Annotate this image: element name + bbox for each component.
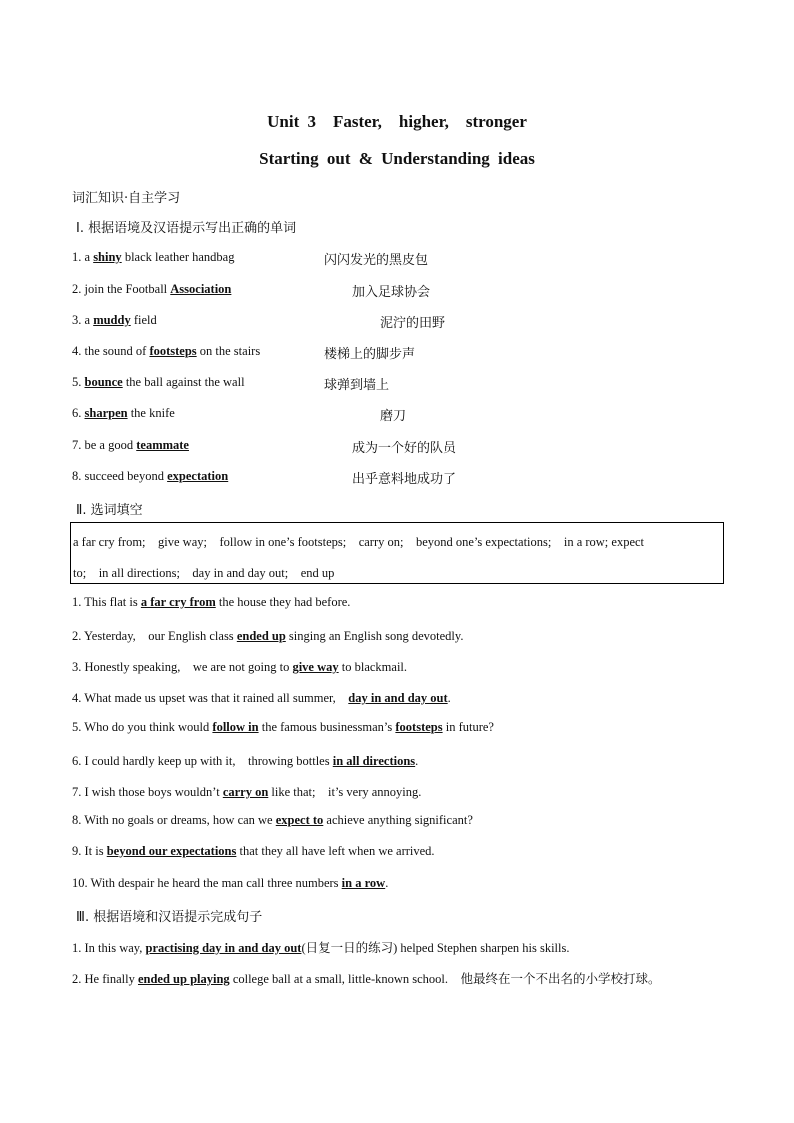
part2-item: 5. Who do you think would follow in the famous businessman’s footsteps in future? — [72, 720, 494, 734]
part1-item-translation: 成为一个好的队员 — [352, 441, 457, 456]
answer: expect to — [275, 813, 324, 827]
part1-item: 5. bounce the ball against the wall — [72, 375, 245, 389]
part1-item: 6. sharpen the knife — [72, 406, 175, 420]
answer: follow in — [212, 720, 259, 734]
word-bank-box — [70, 522, 724, 584]
answer: Association — [170, 282, 232, 296]
word-bank-line: to; in all directions; day in and day out; end up — [73, 566, 335, 580]
part3-item: 2. He finally ended up playing college ball at a small, little-known school. 他最终在一个不出名的小学校打球。 — [72, 972, 661, 986]
part2-item: 9. It is beyond our expectations that they all have left when we arrived. — [72, 844, 435, 858]
answer: shiny — [93, 250, 122, 264]
part2-item: 4. What made us upset was that it rained all summer, day in and day out. — [72, 691, 451, 705]
answer: teammate — [136, 438, 189, 452]
part1-item-translation: 球弹到墙上 — [324, 378, 390, 393]
answer: bounce — [84, 375, 123, 389]
part2-item: 1. This flat is a far cry from the house they had before. — [72, 595, 351, 609]
part2-heading: Ⅱ. 选词填空 — [76, 503, 143, 518]
part3-heading: Ⅲ. 根据语境和汉语提示完成句子 — [76, 910, 263, 925]
page-title: Unit 3 Faster, higher, stronger — [267, 112, 527, 131]
answer: sharpen — [84, 406, 128, 420]
answer: footsteps — [395, 720, 443, 734]
part1-item: 3. a muddy field — [72, 313, 157, 327]
part1-item: 7. be a good teammate — [72, 438, 189, 452]
part2-item: 3. Honestly speaking, we are not going to give way to blackmail. — [72, 660, 408, 674]
part2-item: 10. With despair he heard the man call three numbers in a row. — [72, 876, 389, 890]
page-subtitle: Starting out & Understanding ideas — [259, 149, 535, 168]
answer: in all directions — [332, 754, 416, 768]
answer: ended up playing — [137, 972, 230, 986]
part1-item: 4. the sound of footsteps on the stairs — [72, 344, 261, 358]
part1-item-translation: 出乎意料地成功了 — [352, 472, 457, 487]
answer: practising day in and day out — [145, 941, 302, 955]
part2-item: 7. I wish those boys wouldn’t carry on like that; it’s very annoying. — [72, 785, 422, 799]
part2-item: 6. I could hardly keep up with it, throwing bottles in all directions. — [72, 754, 419, 768]
part1-item: 1. a shiny black leather handbag — [72, 250, 235, 264]
answer: a far cry from — [140, 595, 216, 609]
part1-item-translation: 泥泞的田野 — [380, 316, 446, 331]
answer: beyond our expectations — [106, 844, 237, 858]
part1-item: 2. join the Football Association — [72, 282, 232, 296]
part2-item: 8. With no goals or dreams, how can we expect to achieve anything significant? — [72, 813, 473, 827]
answer: muddy — [93, 313, 131, 327]
part2-item: 2. Yesterday, our English class ended up singing an English song devotedly. — [72, 629, 464, 643]
part3-item: 1. In this way, practising day in and day out(日复一日的练习) helped Stephen sharpen his skills. — [72, 941, 570, 955]
part1-item-translation: 加入足球协会 — [352, 285, 431, 300]
answer: expectation — [167, 469, 229, 483]
part1-heading: Ⅰ. 根据语境及汉语提示写出正确的单词 — [76, 221, 297, 236]
answer: give way — [292, 660, 339, 674]
part1-item-translation: 楼梯上的脚步声 — [324, 347, 416, 362]
part1-item-translation: 磨刀 — [380, 409, 407, 424]
answer: footsteps — [149, 344, 197, 358]
answer: day in and day out — [348, 691, 448, 705]
part1-item: 8. succeed beyond expectation — [72, 469, 229, 483]
answer: in a row — [341, 876, 386, 890]
word-bank-line: a far cry from; give way; follow in one’s footsteps; carry on; beyond one’s expectations; in a row; expect — [73, 535, 645, 549]
answer: carry on — [222, 785, 269, 799]
section-heading: 词汇知识·自主学习 — [72, 191, 181, 206]
part1-item-translation: 闪闪发光的黑皮包 — [324, 253, 429, 268]
answer: ended up — [236, 629, 286, 643]
